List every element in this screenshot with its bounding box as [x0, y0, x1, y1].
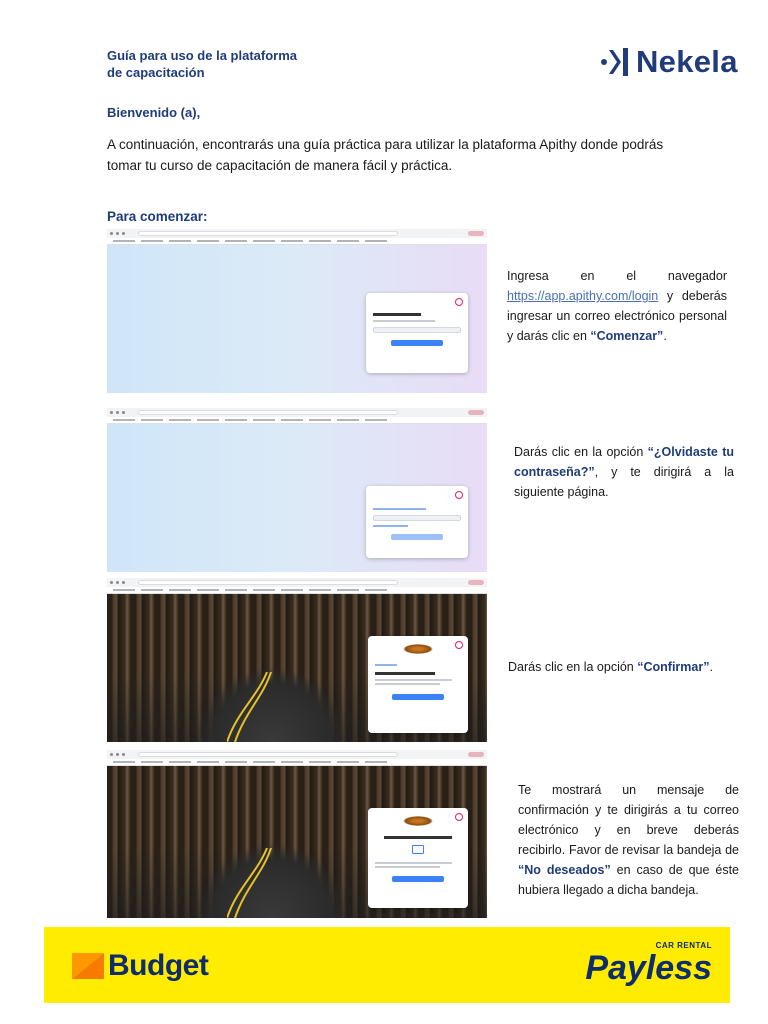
nekela-logo-icon	[600, 42, 632, 82]
bookmarks-bar	[107, 417, 487, 424]
payless-tagline: CAR RENTAL	[655, 941, 712, 950]
bookmarks-bar	[107, 587, 487, 594]
login-card	[366, 293, 468, 373]
sponsor-footer	[44, 927, 730, 1003]
road-lines	[227, 848, 317, 918]
browser-toolbar	[107, 408, 487, 417]
road-lines	[227, 672, 317, 742]
confirm-card	[368, 636, 468, 733]
password-background	[107, 424, 487, 572]
bookmarks-bar	[107, 238, 487, 245]
password-card	[366, 486, 468, 558]
title-line-2: de capacitación	[107, 65, 205, 80]
login-background	[107, 245, 487, 393]
forest-road-background	[107, 594, 487, 742]
apithy-login-link[interactable]: https://app.apithy.com/login	[507, 289, 659, 303]
screenshot-forgot-password	[107, 408, 487, 572]
screenshot-email-sent	[107, 750, 487, 918]
email-sent-card	[368, 808, 468, 908]
budget-logo-icon	[72, 953, 104, 979]
budget-logo-text: Budget	[108, 949, 209, 982]
budget-logo	[72, 949, 208, 983]
payless-logo	[582, 941, 712, 986]
nekela-logo	[600, 42, 738, 82]
payless-logo-text: Payless	[585, 949, 712, 987]
step-3-description: Darás clic en la opción “Confirmar”.	[508, 660, 713, 674]
screenshot-login	[107, 229, 487, 393]
bookmarks-bar	[107, 759, 487, 766]
title-line-1: Guía para uso de la plataforma	[107, 48, 297, 63]
step-2-description: Darás clic en la opción “¿Olvidaste tu contraseña?”, y te dirigirá a la siguiente página.	[514, 445, 734, 499]
browser-toolbar	[107, 578, 487, 587]
intro-paragraph: A continuación, encontrarás una guía práctica para utilizar la plataforma Apithy donde podrás tomar tu curso de capacitación de manera fácil y práctica.	[107, 137, 664, 173]
document-title	[107, 47, 367, 81]
step-1-description: Ingresa en el navegador https://app.apithy.com/login y deberás ingresar un correo electrónico personal y darás clic en “Comenzar”.	[507, 269, 727, 343]
welcome-heading: Bienvenido (a),	[107, 105, 201, 120]
browser-toolbar	[107, 229, 487, 238]
nekela-logo-text: Nekela	[636, 44, 738, 79]
screenshot-confirm	[107, 578, 487, 742]
step-4-description: Te mostrará un mensaje de confirmación y te dirigirás a tu correo electrónico y en breve deberás recibirlo. Favor de revisar la bandeja de “No deseados” en caso de que éste hubiera llegado a dicha bandeja.	[518, 783, 739, 897]
forest-road-background	[107, 766, 487, 918]
section-heading: Para comenzar:	[107, 209, 208, 224]
mail-icon	[412, 845, 424, 854]
browser-toolbar	[107, 750, 487, 759]
